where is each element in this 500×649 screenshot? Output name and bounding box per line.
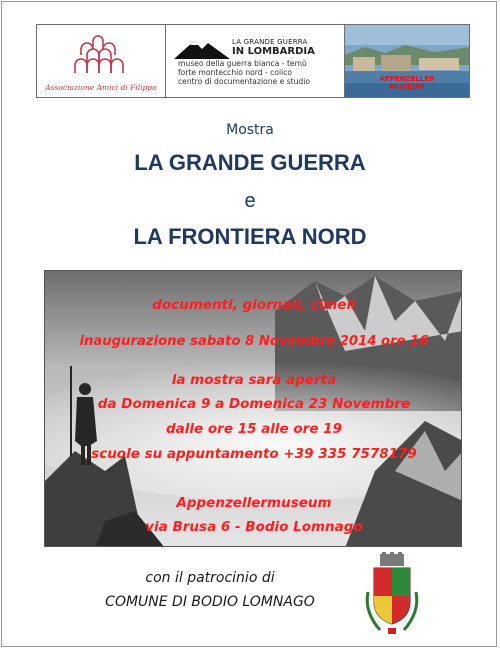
poster-line-items: documenti, giornali, cimeli: [152, 297, 356, 313]
poster-line-dates: da Domenica 9 a Domenica 23 Novembre: [97, 396, 411, 412]
patronage-block: [60, 570, 360, 610]
main-title-2: LA FRONTIERA NORD: [133, 224, 367, 249]
museum-subtitle: museo della guerra bianca - temù forte montecchio nord - colico centro di documentazione e studio: [178, 59, 311, 87]
appenzeller-label: APPENZELLER MUSEUM: [379, 75, 435, 91]
main-title-1: LA GRANDE GUERRA: [134, 150, 366, 175]
patronage-label: con il patrocinio di: [145, 570, 275, 586]
poster-line-hours: dalle ore 15 alle ore 19: [166, 421, 342, 437]
poster-line-address: via Brusa 6 - Bodio Lomnago: [145, 519, 363, 535]
arches-icon: [37, 25, 165, 83]
association-name: Associazione Amici di Filippo: [45, 83, 157, 92]
poster-line-venue: Appenzellermuseum: [176, 495, 332, 511]
museum-title-2: IN LOMBARDIA: [232, 46, 315, 57]
association-logo: [37, 25, 166, 97]
logo-banner: [36, 24, 470, 98]
museum-logo: [166, 25, 345, 97]
poster-line-opening: inaugurazione sabato 8 Novembre 2014 ore 16: [79, 334, 429, 349]
title-conjunction: e: [244, 190, 256, 212]
kicker-label: Mostra: [226, 122, 274, 138]
comune-name: COMUNE DI BODIO LOMNAGO: [105, 594, 315, 610]
poster-photo: [44, 270, 462, 547]
appenzeller-logo: [345, 25, 469, 97]
poster-line-open: la mostra sarà aperta: [171, 372, 337, 388]
poster-line-schools: scuole su appuntamento +39 335 7578179: [91, 446, 417, 462]
museum-title-1: LA GRANDE GUERRA: [232, 38, 308, 46]
coat-of-arms-icon: [360, 552, 424, 642]
